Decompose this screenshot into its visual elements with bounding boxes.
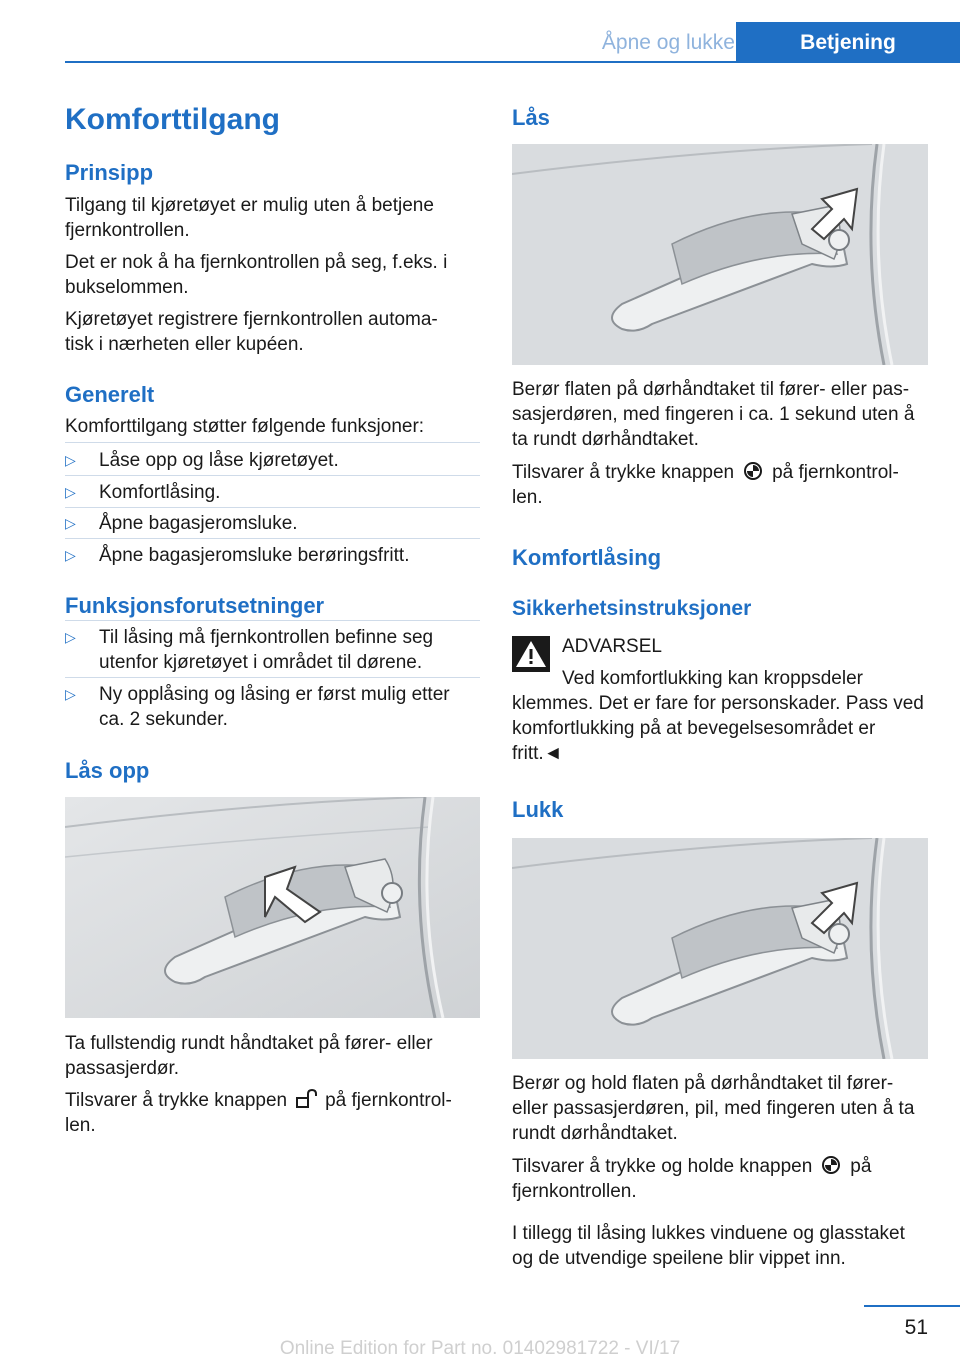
bmw-logo-icon — [740, 461, 766, 481]
list-divider — [65, 507, 480, 508]
header-section-title: Åpne og lukke — [601, 31, 735, 54]
unlock-caption: Ta fullstendig rundt håndtaket på fører- eller passasjerdør. — [65, 1033, 433, 1079]
list-divider — [65, 442, 480, 443]
edition-footer: Online Edition for Part no. 01402981722 - VI/17 — [279, 1338, 681, 1359]
warning-line-1: Ved komfortlukking kan kroppsdeler — [562, 668, 863, 689]
unlock-equivalent: Tilsvarer å trykke knappen på fjernkontrol‐len. — [65, 1090, 452, 1136]
general-intro: Komforttilgang støtter følgende funksjoner: — [65, 416, 425, 437]
comfort-locking-heading: Komfortlåsing — [512, 545, 662, 570]
lock-equivalent: Tilsvarer å trykke knappen på fjernkontrol‐len. — [512, 462, 899, 508]
unlock-heading: Lås opp — [65, 758, 150, 783]
close-note: I tillegg til låsing lukkes vinduene og glasstaket og de utvendige speilene blir vippet inn. — [512, 1223, 905, 1269]
principle-paragraph-3: Kjøretøyet registrere fjernkontrollen automa‐tisk i nærheten eller kupéen. — [65, 309, 438, 355]
close-heading: Lukk — [512, 797, 564, 822]
triangle-bullet-icon: ▷ — [65, 484, 76, 500]
list-divider — [65, 620, 480, 621]
lock-heading: Lås — [512, 105, 550, 130]
safety-heading: Sikkerhetsinstruksjoner — [512, 597, 752, 620]
door-handle-lock-illustration — [512, 144, 928, 365]
close-equivalent: Tilsvarer å trykke og holde knappen på fjernkontrollen. — [512, 1156, 872, 1202]
triangle-bullet-icon: ▷ — [65, 515, 76, 531]
list-divider — [65, 677, 480, 678]
header-rule — [65, 61, 960, 63]
triangle-bullet-icon: ▷ — [65, 686, 76, 702]
principle-heading: Prinsipp — [65, 160, 154, 185]
triangle-bullet-icon: ▷ — [65, 452, 76, 468]
lock-caption: Berør flaten på dørhåndtaket til fører- eller pas‐sasjerdøren, med fingeren i ca. 1 sekund uten å ta rundt dørhåndtaket. — [512, 379, 915, 450]
bmw-logo-icon — [818, 1155, 844, 1175]
list-divider — [65, 475, 480, 476]
page-title: Komforttilgang — [65, 103, 280, 136]
warning-icon — [512, 636, 550, 672]
header-chapter-tab: Betjening — [736, 22, 960, 62]
prerequisites-heading: Funksjonsforutsetninger — [65, 593, 325, 618]
footer-rule — [864, 1305, 960, 1307]
door-handle-unlock-illustration — [65, 797, 480, 1018]
door-handle-close-illustration — [512, 838, 928, 1059]
page-header — [0, 0, 960, 62]
triangle-bullet-icon: ▷ — [65, 629, 76, 645]
unlock-icon — [293, 1089, 319, 1109]
page-number: 51 — [904, 1316, 928, 1339]
principle-paragraph-1: Tilgang til kjøretøyet er mulig uten å betjene fjernkontrollen. — [65, 195, 434, 241]
general-heading: Generelt — [65, 382, 155, 407]
warning-text: klemmes. Det er fare for personskader. Pass ved komfortlukking på at bevegelsesområdet er fritt.◄ — [512, 693, 924, 764]
principle-paragraph-2: Det er nok å ha fjernkontrollen på seg, f.eks. i bukselommen. — [65, 252, 448, 298]
triangle-bullet-icon: ▷ — [65, 547, 76, 563]
warning-label: ADVARSEL — [562, 636, 662, 657]
close-caption: Berør og hold flaten på dørhåndtaket til fører- eller passasjerdøren, pil, med fingeren uten å ta rundt dørhåndtaket. — [512, 1073, 915, 1144]
list-divider — [65, 538, 480, 539]
